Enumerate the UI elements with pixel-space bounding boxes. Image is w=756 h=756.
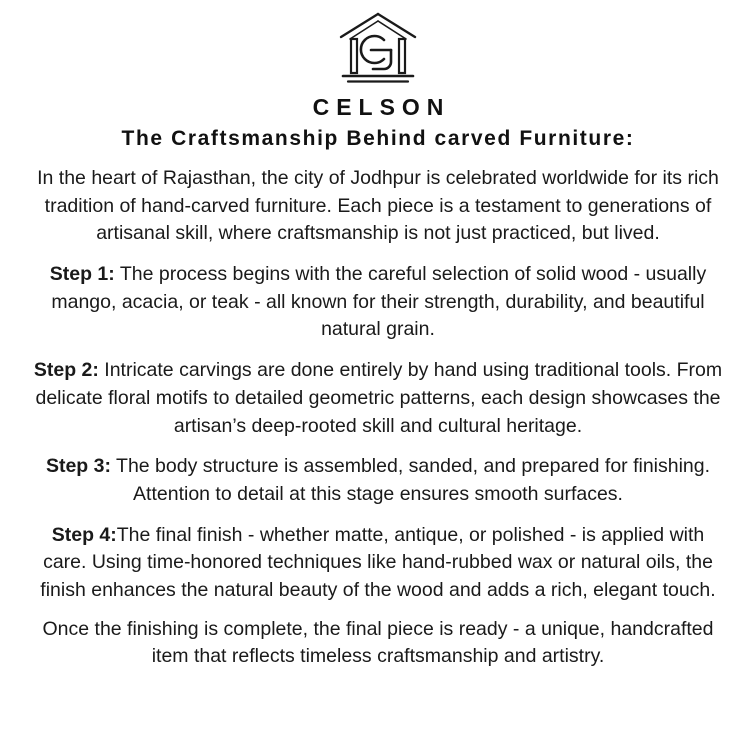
step-3-text: The body structure is assembled, sanded, and prepared for finishing. Attention to detail at this stage ensures smooth surfaces. [110, 455, 711, 505]
paragraph-step-2 [28, 357, 728, 440]
page-title: The Craftsmanship Behind carved Furniture: [121, 127, 635, 150]
step-1-label: Step 1: [49, 263, 115, 286]
paragraph-step-4 [28, 522, 728, 605]
paragraph-intro [28, 165, 728, 248]
paragraph-step-3 [33, 453, 723, 508]
house-monogram-icon [335, 10, 421, 88]
step-3-label: Step 3: [45, 455, 111, 478]
paragraph-step-1 [28, 261, 728, 344]
paragraph-closing [33, 616, 723, 671]
step-4-text: The final finish - whether matte, antique, or polished - is applied with care. Using time-honored techniques like hand-rubbed wax or natural oils, the finish enhances the natural beauty of the wood and adds a rich, elegant touch. [40, 523, 716, 601]
step-2-label: Step 2: [33, 359, 99, 382]
paragraph-intro-text: In the heart of Rajasthan, the city of Jodhpur is celebrated worldwide for its rich tradition of hand-carved furniture. Each piece is a testament to generations of artisanal skill, where craftsmanship is not just practiced, but lived. [37, 167, 719, 245]
paragraph-closing-text: Once the finishing is complete, the final piece is ready - a unique, handcrafted item that reflects timeless craftsmanship and artistry. [42, 617, 714, 668]
brand-name: CELSON [312, 94, 451, 120]
step-2-text: Intricate carvings are done entirely by hand using traditional tools. From delicate floral motifs to detailed geometric patterns, each design showcases the artisan’s deep-rooted skill and cultural heritage. [35, 359, 723, 437]
step-1-text: The process begins with the careful selection of solid wood - usually mango, acacia, or teak - all known for their strength, durability, and beautiful natural grain. [51, 263, 707, 341]
step-4-label: Step 4: [51, 523, 117, 546]
brand-logo [335, 10, 421, 88]
